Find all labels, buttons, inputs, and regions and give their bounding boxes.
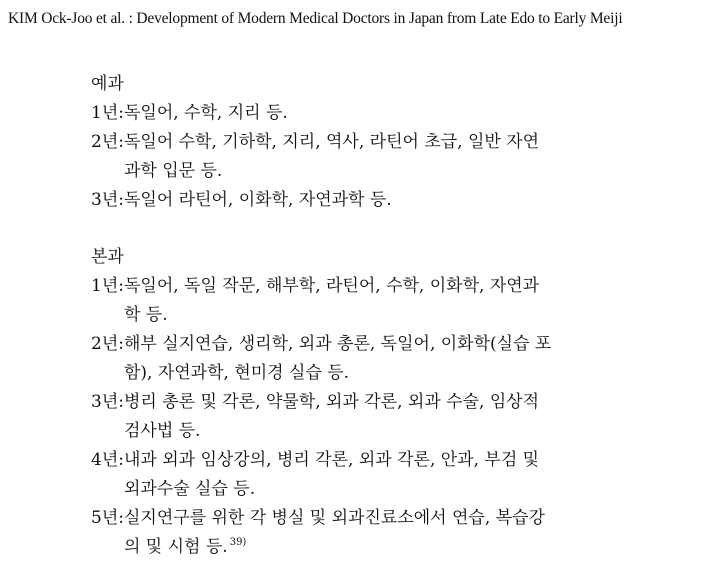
main-course-title: 본과 bbox=[91, 247, 124, 267]
year-subjects bbox=[124, 186, 611, 215]
subjects-line: 과학 입문 등. bbox=[123, 161, 223, 181]
main-year-3 bbox=[91, 388, 611, 446]
subjects-line: 독일어, 수학, 지리 등. bbox=[123, 103, 288, 123]
preparatory-year-1 bbox=[91, 99, 611, 128]
header-authors: KIM Ock-Joo et al. bbox=[8, 10, 125, 27]
preparatory-course-title: 예과 bbox=[91, 74, 124, 94]
year-label: 3년: bbox=[91, 392, 124, 412]
year-label: 1년: bbox=[91, 276, 124, 296]
year-subjects bbox=[124, 330, 611, 388]
year-label: 1년: bbox=[91, 103, 124, 123]
year-label: 2년: bbox=[91, 132, 124, 152]
main-year-2 bbox=[91, 330, 611, 388]
preparatory-year-2 bbox=[91, 128, 611, 186]
subjects-line: 독일어 수학, 기하학, 지리, 역사, 라틴어 초급, 일반 자연 bbox=[123, 132, 540, 152]
subjects-line: 학 등. bbox=[123, 305, 168, 325]
subjects-line: 병리 총론 및 각론, 약물학, 외과 각론, 외과 수술, 임상적 bbox=[123, 392, 540, 412]
running-header bbox=[8, 10, 714, 28]
year-label: 3년: bbox=[91, 190, 124, 210]
year-label: 5년: bbox=[91, 508, 124, 528]
subjects-line: 독일어, 독일 작문, 해부학, 라틴어, 수학, 이화학, 자연과 bbox=[123, 276, 540, 296]
year-subjects bbox=[124, 388, 611, 446]
header-separator: : bbox=[124, 10, 137, 27]
subjects-line: 내과 외과 임상강의, 병리 각론, 외과 각론, 안과, 부검 및 bbox=[123, 450, 540, 470]
subjects-line: 실지연구를 위한 각 병실 및 외과진료소에서 연습, 복습강 bbox=[123, 508, 545, 528]
subjects-line: 함), 자연과학, 현미경 실습 등. bbox=[123, 363, 350, 383]
year-subjects bbox=[124, 504, 611, 562]
subjects-text: 의 및 시험 등. bbox=[123, 537, 228, 557]
year-label: 4년: bbox=[91, 450, 124, 470]
subjects-line: 외과수술 실습 등. bbox=[123, 479, 256, 499]
section-gap bbox=[91, 215, 611, 243]
preparatory-year-3 bbox=[91, 186, 611, 215]
main-year-1 bbox=[91, 272, 611, 330]
year-subjects bbox=[124, 272, 611, 330]
year-subjects bbox=[124, 128, 611, 186]
subjects-line: 독일어 라틴어, 이화학, 자연과학 등. bbox=[123, 190, 392, 210]
main-year-4 bbox=[91, 446, 611, 504]
curriculum-list bbox=[91, 70, 611, 562]
year-subjects bbox=[124, 99, 611, 128]
subjects-line: 해부 실지연습, 생리학, 외과 총론, 독일어, 이화학(실습 포 bbox=[123, 334, 552, 354]
subjects-line-last bbox=[124, 533, 611, 562]
main-year-5 bbox=[91, 504, 611, 562]
year-subjects bbox=[124, 446, 611, 504]
year-label: 2년: bbox=[91, 334, 124, 354]
header-title: Development of Modern Medical Doctors in Japan from Late Edo to Early Meiji bbox=[136, 10, 623, 27]
subjects-line: 검사법 등. bbox=[123, 421, 201, 441]
footnote-reference: 39) bbox=[229, 537, 247, 549]
